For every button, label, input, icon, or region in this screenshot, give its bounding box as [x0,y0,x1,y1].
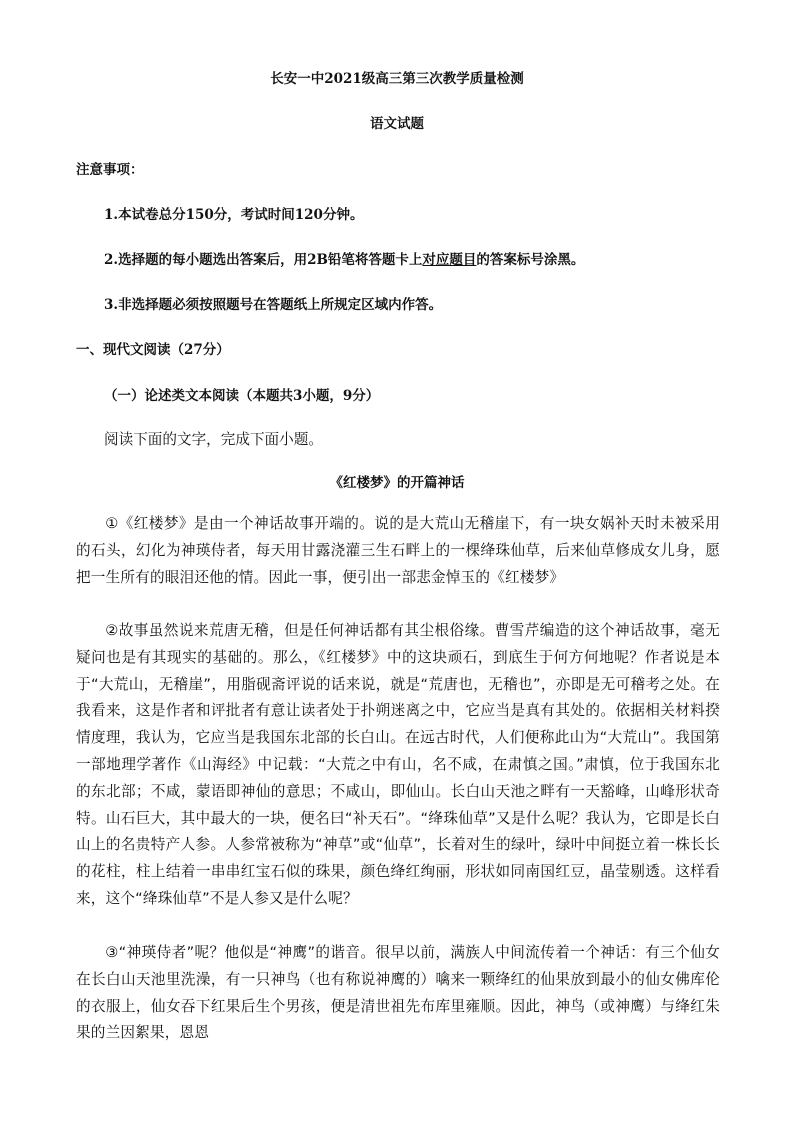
paragraph-text: ③“神瑛侍者”呢？他似是“神鹰”的谐音。很早以前，满族人中间流传着一个神话：有三个仙女在长白山天池里洗澡，有一只神鸟（也有称说神鹰的）噙来一颗绛红的仙果放到最小的仙女佛库伦的衣服上，仙女吞下红果后生个男孩，便是清世祖先布库里雍顺。因此，神鸟（或神鹰）与绛红朱果的兰因絮果，恩恩 [76,944,720,1042]
article-paragraph-3 [76,940,720,1047]
article-title: 《红楼梦》的开篇神话 [329,475,465,491]
notice-heading: 注意事项： [76,162,144,178]
exam-title: 长安一中2021级高三第三次教学质量检测 [270,71,524,87]
notice-item-2-tail: 的答案标号涂黑。 [476,252,585,268]
notice-item-3: 3.非选择题必须按照题号在答题纸上所规定区域内作答。 [104,297,443,313]
notice-item-2-underlined: 对应题目 [422,252,477,268]
notice-item-2 [104,251,584,269]
paragraph-text: ①《红楼梦》是由一个神话故事开端的。说的是大荒山无稽崖下，有一块女娲补天时未被采用的石头，幻化为神瑛侍者，每天用甘露浇灌三生石畔上的一棵绛珠仙草，后来仙草修成女儿身，愿把一生所有的眼泪还他的情。因此一事，便引出一部悲金悼玉的《红楼梦》 [76,515,720,586]
notice-item-1: 1.本试卷总分150分，考试时间120分钟。 [104,207,364,223]
notice-item-2-text: 2.选择题的每小题选出答案后，用2B铅笔将答题卡上 [104,252,423,268]
sub-section-heading: （一）论述类文本阅读（本题共3小题，9分） [104,388,380,404]
article-paragraph-2 [76,618,720,913]
reading-instruction: 阅读下面的文字，完成下面小题。 [104,431,323,448]
article-paragraph-1 [76,511,720,591]
exam-subtitle: 语文试题 [370,116,424,132]
section-heading: 一、现代文阅读（27分） [76,342,230,358]
paragraph-text: ②故事虽然说来荒唐无稽，但是任何神话都有其尘根俗缘。曹雪芹编造的这个神话故事，毫无疑问也是有其现实的基础的。那么，《红楼梦》中的这块顽石，到底生于何方何地呢？作者说是本于“大荒山，无稽崖”，用脂砚斋评说的话来说，就是“荒唐也，无稽也”，亦即是无可稽考之处。在我看来，这是作者和评批者有意让读者处于扑朔迷离之中，它应当是真有其处的。依据相关材料揆情度理，我认为，它应当是我国东北部的长白山。在远古时代，人们便称此山为“大荒山”。我国第一部地理学著作《山海经》中记载：“大荒之中有山，名不咸，在肃慎之国。”肃慎，位于我国东北的东北部；不咸，蒙语即神仙的意思；不咸山，即仙山。长白山天池之畔有一天豁峰，山峰形状奇特。山石巨大，其中最大的一块，便名曰“补天石”。“绛珠仙草”又是什么呢？我认为，它即是长白山上的名贵特产人参。人参常被称为“神草”或“仙草”，长着对生的绿叶，绿叶中间挺立着一株长长的花柱，柱上结着一串串红宝石似的珠果，颜色绛红绚丽，形状如同南国红豆，晶莹剔透。这样看来，这个“绛珠仙草”不是人参又是什么呢？ [76,622,720,907]
